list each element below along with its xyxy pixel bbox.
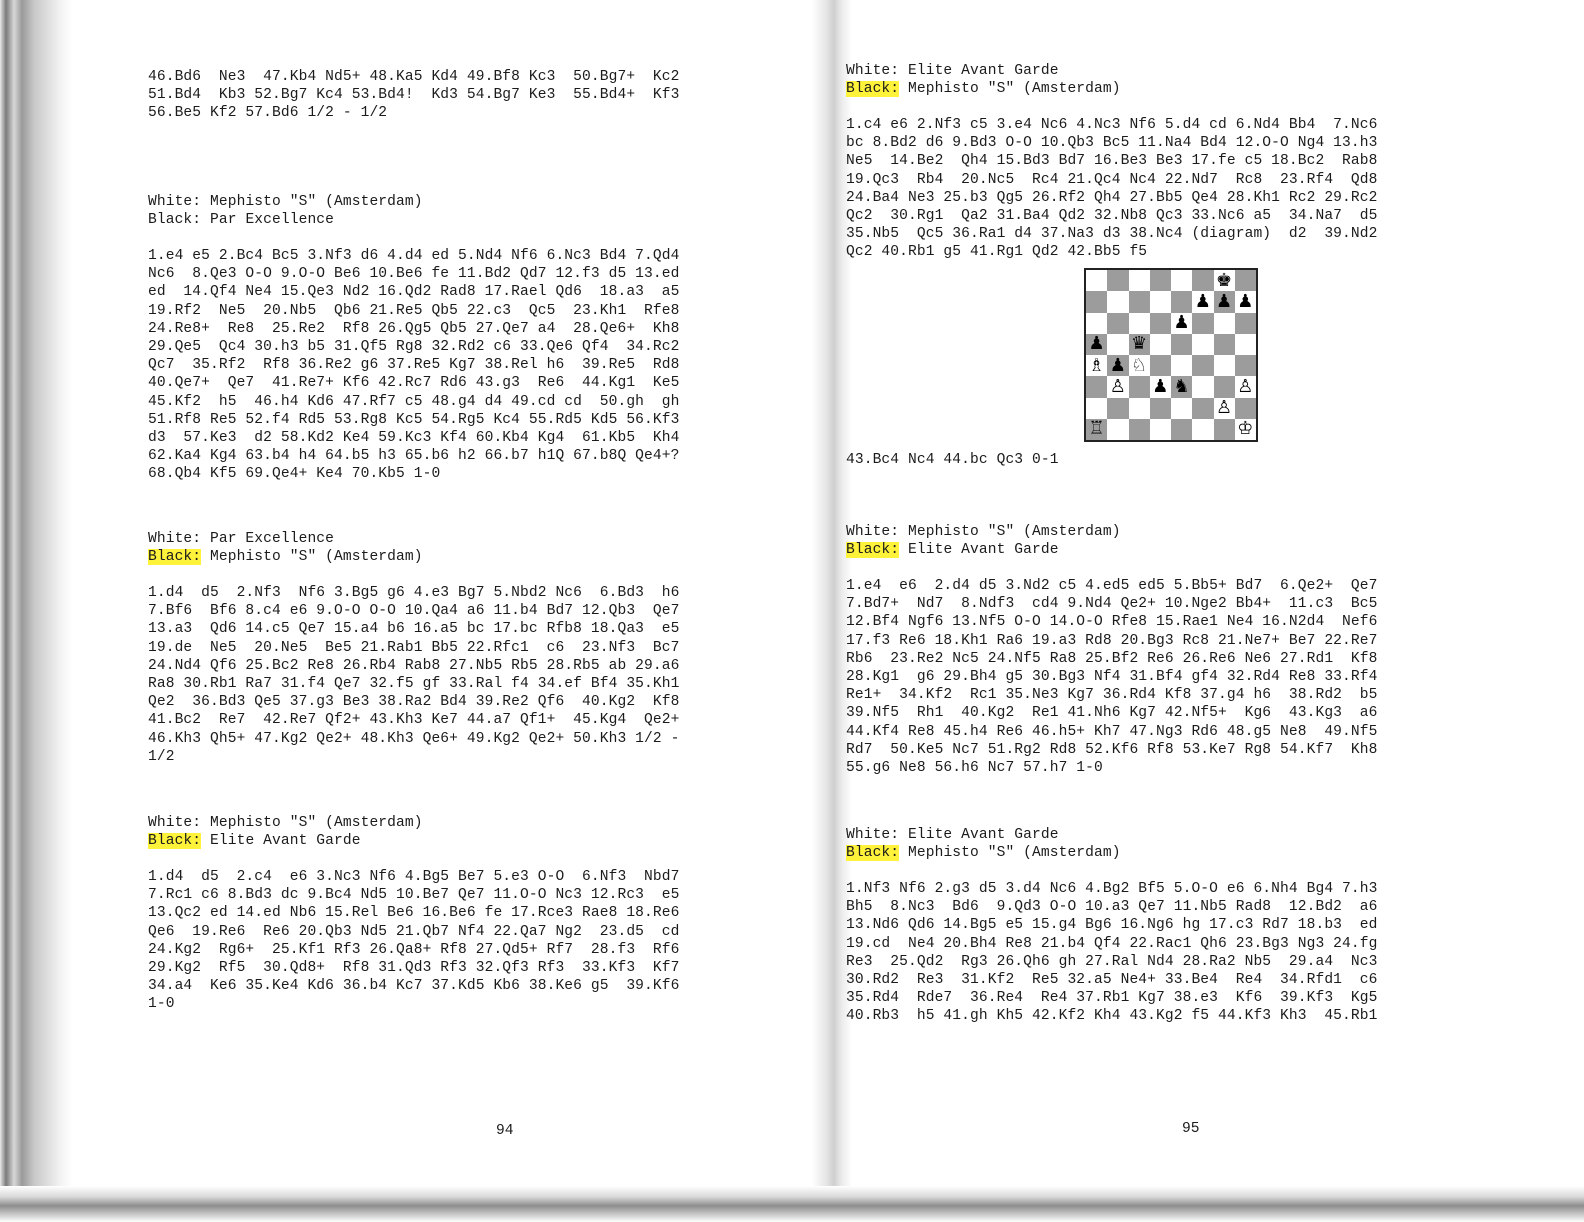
- game-moves: 1.d4 d5 2.c4 e6 3.Nc3 Nf6 4.Bg5 Be7 5.e3 O-O 6.Nf3 Nbd7 7.Rc1 c6 8.Bd3 dc 9.Bc4 Nd5 10.Be7 Qe7 11.O-O Nc3 12.Rc3 e5 13.Qc2 ed 14.ed Nb6 15.Rel Be6 16.Be6 fe 17.Rce3 Rae8 18.Re6 Qe6 19.Re6 Re6 20.Qb3 Nd5 21.Qb7 Nf4 22.Qa7 Ng2 23.d5 cd 24.Kg2 Rg6+ 25.Kf1 Rf3 26.Qa8+ Rf8 27.Qd5+ Rf7 28.f3 Rf6 29.Kg2 Rf5 30.Qd8+ Rf8 31.Qd3 Rf3 32.Qf3 Rf3 33.Kf3 Kf7 34.a4 Ke6 35.Ke4 Kd6 36.b4 Kc7 37.Kd5 Kb6 38.Ke6 g5 39.Kf6 1-0: [148, 869, 680, 1013]
- black-player: Mephisto "S" (Amsterdam): [899, 845, 1121, 862]
- black-label: Black:: [148, 212, 202, 229]
- game-header: [148, 530, 808, 566]
- black-player: Elite Avant Garde: [899, 542, 1059, 559]
- white-player: White: Mephisto "S" (Amsterdam): [846, 524, 1121, 540]
- board-square: [1150, 291, 1171, 312]
- black-pawn-icon: ♟: [1152, 375, 1169, 397]
- board-square: [1086, 376, 1107, 397]
- board-square: [1171, 398, 1192, 419]
- board-square: [1192, 270, 1213, 291]
- board-square: [1107, 334, 1128, 355]
- board-square: [1129, 376, 1150, 397]
- board-square: [1192, 419, 1213, 440]
- black-player: Mephisto "S" (Amsterdam): [201, 549, 423, 566]
- board-square: [1086, 419, 1107, 440]
- board-square: [1192, 313, 1213, 334]
- board-square: [1150, 398, 1171, 419]
- black-pawn-icon: ♟: [1237, 290, 1254, 312]
- board-square: [1214, 398, 1235, 419]
- board-square: [1150, 313, 1171, 334]
- board-square: [1107, 355, 1128, 376]
- board-square: [1150, 419, 1171, 440]
- board-square: [1086, 270, 1107, 291]
- board-square: [1235, 334, 1256, 355]
- board-square: [1192, 355, 1213, 376]
- white-player: White: Mephisto "S" (Amsterdam): [148, 194, 423, 210]
- page-number: 94: [496, 1123, 514, 1139]
- board-square: [1235, 355, 1256, 376]
- board-square: [1086, 355, 1107, 376]
- black-player: Par Excellence: [201, 212, 335, 229]
- board-square: [1171, 376, 1192, 397]
- black-player: Elite Avant Garde: [201, 833, 361, 850]
- black-pawn-icon: ♟: [1088, 333, 1105, 355]
- game-moves: 1.e4 e5 2.Bc4 Bc5 3.Nf3 d6 4.d4 ed 5.Nd4 Nf6 6.Nc3 Bd4 7.Qd4 Nc6 8.Qe3 O-O 9.O-O Be6 10.Be6 fe 11.Bd2 Qd7 12.f3 d5 13.ed ed 14.Qf4 Ne4 15.Qe3 Nd2 16.Qd2 Rad8 17.Rael Qd6 18.a3 a5 19.Rf2 Ne5 20.Nb5 Qb6 21.Re5 Qb5 22.c3 Qc5 23.Kh1 Rfe8 24.Re8+ Re8 25.Re2 Rf8 26.Qg5 Qb5 27.Qe7 a4 28.Qe6+ Kh8 29.Qe5 Qc4 30.h3 b5 31.Qf5 Rg8 32.Rd2 c6 33.Qe6 Qf4 34.Rc2 Qc7 35.Rf2 Rf8 36.Re2 g6 37.Re5 Kg7 38.Rel h6 39.Re5 Rd8 40.Qe7+ Qe7 41.Re7+ Kf6 42.Rc7 Rd6 43.g3 Re6 44.Kg1 Ke5 45.Kf2 h5 46.h4 Kd6 47.Rf7 c5 48.g4 d4 49.cd cd 50.gh gh 51.Rf8 Re5 52.f4 Rd5 53.Rg8 Kc5 54.Rg5 Kc4 55.Rd5 Kd5 56.Kf3 d3 57.Ke3 d2 58.Kd2 Ke4 59.Kc3 Kf4 60.Kb4 Kg4 61.Kb5 Kh4 62.Ka4 Kg4 63.b4 h4 64.b5 h3 65.b6 h2 66.b7 h1Q 67.b8Q Qe4+? 68.Qb4 Kf5 69.Qe4+ Ke4 70.Kb5 1-0: [148, 248, 680, 483]
- board-square: [1129, 313, 1150, 334]
- board-square: [1235, 376, 1256, 397]
- game-continuation: 46.Bd6 Ne3 47.Kb4 Nd5+ 48.Ka5 Kd4 49.Bf8 Kc3 50.Bg7+ Kc2 51.Bd4 Kb3 52.Bg7 Kc4 53.Bd4! Kd3 54.Bg7 Ke3 55.Bd4+ Kf3 56.Be5 Kf2 57.Bd6 1/2 - 1/2: [148, 69, 680, 122]
- board-square: [1107, 291, 1128, 312]
- board-square: [1214, 270, 1235, 291]
- board-square: [1107, 376, 1128, 397]
- board-square: [1129, 355, 1150, 376]
- game-moves: 1.e4 e6 2.d4 d5 3.Nd2 c5 4.ed5 ed5 5.Bb5+ Bd7 6.Qe2+ Qe7 7.Bd7+ Nd7 8.Ndf3 cd4 9.Nd4 Qe2+ 10.Nge2 Bb4+ 11.c3 Bc5 12.Bf4 Ngf6 13.Nf5 O-O 14.O-O Rfe8 15.Rae1 Ne4 16.N2d4 Nef6 17.f3 Re6 18.Kh1 Ra6 19.a3 Rd8 20.Bg3 Rc8 21.Ne7+ Be7 22.Re7 Rb6 23.Re2 Nc5 24.Nf5 Ra8 25.Bf2 Re6 26.Re6 Ne6 27.Rd1 Kf8 28.Kg1 g6 29.Bh4 g5 30.Bg3 Nf4 31.Bf4 gf4 32.Rd4 Re8 33.Rf4 Re1+ 34.Kf2 Rc1 35.Ne3 Kg7 36.Rd4 Kf8 37.g4 h6 38.Rd2 b5 39.Nf5 Rh1 40.Kg2 Re1 41.Nh6 Kg7 42.Nf5+ Kg6 43.Kg3 a6 44.Kf4 Re8 45.h4 Re6 46.h5+ Kh7 47.Ng3 Rd6 48.g5 Ne8 49.Nf5 Rd7 50.Ke5 Nc7 51.Rg2 Rd8 52.Kf6 Rf8 53.Ke7 Rg8 54.Kf7 Kh8 55.g6 Ne8 56.h6 Nc7 57.h7 1-0: [846, 578, 1378, 777]
- board-square: [1129, 270, 1150, 291]
- page-edge-shadow: [0, 0, 72, 1200]
- game-header: [846, 62, 1506, 98]
- black-label: Black:: [846, 542, 900, 559]
- white-bishop-icon: ♗: [1088, 354, 1105, 376]
- board-square: [1086, 398, 1107, 419]
- board-square: [1171, 291, 1192, 312]
- board-square: [1235, 398, 1256, 419]
- board-square: [1171, 419, 1192, 440]
- board-square: [1235, 419, 1256, 440]
- white-player: White: Par Excellence: [148, 531, 335, 547]
- game-conclusion: 43.Bc4 Nc4 44.bc Qc3 0-1: [846, 452, 1059, 468]
- board-square: [1129, 398, 1150, 419]
- board-square: [1192, 291, 1213, 312]
- black-king-icon: ♚: [1216, 269, 1233, 291]
- game-header: [846, 826, 1506, 862]
- board-square: [1192, 334, 1213, 355]
- board-square: [1150, 270, 1171, 291]
- white-pawn-icon: ♙: [1216, 397, 1233, 419]
- chess-diagram: [1084, 268, 1258, 442]
- board-square: [1129, 291, 1150, 312]
- black-pawn-icon: ♟: [1109, 354, 1126, 376]
- board-square: [1171, 270, 1192, 291]
- board-square: [1086, 313, 1107, 334]
- black-label: Black:: [846, 845, 900, 862]
- white-player: White: Elite Avant Garde: [846, 63, 1059, 79]
- page-bottom-edge: [0, 1186, 1584, 1222]
- board-square: [1235, 313, 1256, 334]
- white-king-icon: ♔: [1237, 418, 1254, 440]
- board-square: [1150, 376, 1171, 397]
- game-header: [148, 193, 808, 229]
- board-square: [1214, 355, 1235, 376]
- chess-board: [1086, 270, 1256, 440]
- board-square: [1086, 291, 1107, 312]
- game-moves: 1.d4 d5 2.Nf3 Nf6 3.Bg5 g6 4.e3 Bg7 5.Nbd2 Nc6 6.Bd3 h6 7.Bf6 Bf6 8.c4 e6 9.O-O O-O 10.Qa4 a6 11.b4 Bd7 12.Qb3 Qe7 13.a3 Qd6 14.c5 Qe7 15.a4 b6 16.a5 bc 17.bc Rfb8 18.Qa3 e5 19.de Ne5 20.Ne5 Be5 21.Rab1 Bb5 22.Rfc1 c6 23.Nf3 Bc7 24.Nd4 Qf6 25.Bc2 Re8 26.Rb4 Rab8 27.Nb5 Rb5 28.Rb5 ab 29.a6 Ra8 30.Rb1 Ra7 31.f4 Qe7 32.f5 gf 33.Ral f4 34.ef Bf4 35.Kh1 Qe2 36.Bd3 Qe5 37.g3 Be3 38.Ra2 Bd4 39.Re2 Qf6 40.Kg2 Kf8 41.Bc2 Re7 42.Re7 Qf2+ 43.Kh3 Ke7 44.a7 Qf1+ 45.Kg4 Qe2+ 46.Kh3 Qh5+ 47.Kg2 Qe2+ 48.Kh3 Qe6+ 49.Kg2 Qe2+ 50.Kh3 1/2 - 1/2: [148, 585, 680, 765]
- board-square: [1150, 355, 1171, 376]
- board-square: [1129, 334, 1150, 355]
- white-pawn-icon: ♙: [1237, 375, 1254, 397]
- game-moves: 1.c4 e6 2.Nf3 c5 3.e4 Nc6 4.Nc3 Nf6 5.d4 cd 6.Nd4 Bb4 7.Nc6 bc 8.Bd2 d6 9.Bd3 O-O 10.Qb3 Bc5 11.Na4 Bd4 12.O-O Ng4 13.h3 Ne5 14.Be2 Qh4 15.Bd3 Bd7 16.Be3 Be3 17.fe c5 18.Bc2 Rab8 19.Qc3 Rb4 20.Nc5 Rc4 21.Qc4 Nc4 22.Nd7 Rc8 23.Rf4 Qd8 24.Ba4 Ne3 25.b3 Qg5 26.Rf2 Qh4 27.Bb5 Qe4 28.Kh1 Rc2 29.Rc2 Qc2 30.Rg1 Qa2 31.Ba4 Qd2 32.Nb8 Qc3 33.Nc6 a5 34.Na7 d5 35.Nb5 Qc5 36.Ra1 d4 37.Na3 d3 38.Nc4 (diagram) d2 39.Nd2 Qc2 40.Rb1 g5 41.Rg1 Qd2 42.Bb5 f5: [846, 117, 1378, 261]
- white-rook-icon: ♖: [1088, 418, 1105, 440]
- board-square: [1171, 355, 1192, 376]
- board-square: [1171, 334, 1192, 355]
- black-label: Black:: [846, 81, 900, 98]
- game-header: [846, 523, 1506, 559]
- board-square: [1214, 376, 1235, 397]
- board-square: [1107, 398, 1128, 419]
- board-square: [1107, 313, 1128, 334]
- board-square: [1171, 313, 1192, 334]
- board-square: [1150, 334, 1171, 355]
- board-square: [1214, 313, 1235, 334]
- board-square: [1107, 270, 1128, 291]
- black-knight-icon: ♞: [1173, 375, 1190, 397]
- black-label: Black:: [148, 549, 202, 566]
- black-queen-icon: ♛: [1131, 333, 1148, 355]
- board-square: [1129, 419, 1150, 440]
- board-square: [1192, 376, 1213, 397]
- white-player: White: Mephisto "S" (Amsterdam): [148, 815, 423, 831]
- black-pawn-icon: ♟: [1194, 290, 1211, 312]
- board-square: [1192, 398, 1213, 419]
- board-square: [1086, 334, 1107, 355]
- board-square: [1235, 291, 1256, 312]
- black-player: Mephisto "S" (Amsterdam): [899, 81, 1121, 98]
- board-square: [1214, 334, 1235, 355]
- black-label: Black:: [148, 833, 202, 850]
- white-player: White: Elite Avant Garde: [846, 827, 1059, 843]
- game-moves: 1.Nf3 Nf6 2.g3 d5 3.d4 Nc6 4.Bg2 Bf5 5.O-O e6 6.Nh4 Bg4 7.h3 Bh5 8.Nc3 Bd6 9.Qd3 O-O 10.a3 Qe7 11.Nb5 Rad8 12.Bd2 a6 13.Nd6 Qd6 14.Bg5 e5 15.g4 Bg6 16.Ng6 hg 17.c3 Rd7 18.b3 ed 19.cd Ne4 20.Bh4 Re8 21.b4 Qf4 22.Rac1 Qh6 23.Bg3 Ng3 24.fg Re3 25.Qd2 Rg3 26.Qh6 gh 27.Ral Nd4 28.Ra2 Nb5 29.a4 Nc3 30.Rd2 Re3 31.Kf2 Re5 32.a5 Ne4+ 33.Be4 Re4 34.Rfd1 c6 35.Rd4 Rde7 36.Re4 Re4 37.Rb1 Kg7 38.e3 Kf6 39.Kf3 Kg5 40.Rb3 h5 41.gh Kh5 42.Kf2 Kh4 43.Kg2 f5 44.Kf3 Kh3 45.Rb1: [846, 881, 1378, 1025]
- board-square: [1214, 419, 1235, 440]
- board-square: [1107, 419, 1128, 440]
- white-pawn-icon: ♙: [1109, 375, 1126, 397]
- page-number: 95: [1182, 1121, 1200, 1137]
- white-knight-icon: ♘: [1131, 354, 1148, 376]
- black-pawn-icon: ♟: [1216, 290, 1233, 312]
- black-pawn-icon: ♟: [1173, 312, 1190, 334]
- board-square: [1235, 270, 1256, 291]
- game-header: [148, 814, 808, 850]
- board-square: [1214, 291, 1235, 312]
